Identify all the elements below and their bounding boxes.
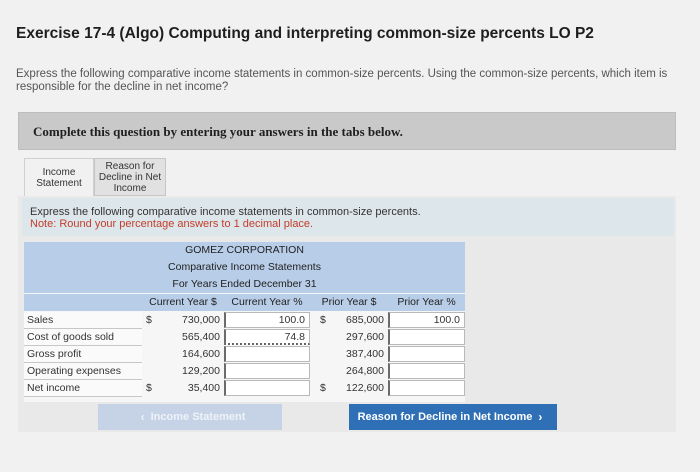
column-current-percent: Current Year %: [224, 294, 310, 311]
tab-reason-label: Reason for Decline in Net Income: [98, 160, 162, 194]
current-percent-gross-profit-input[interactable]: [224, 346, 310, 362]
complete-question-banner: [18, 112, 676, 150]
next-tab-button[interactable]: [349, 404, 557, 430]
prior-dollar-cogs: 297,600: [346, 331, 384, 343]
prior-dollar-net-income: 122,600: [346, 382, 384, 394]
current-dollar-gross-profit: 164,600: [182, 348, 220, 360]
dollar-sign: $: [320, 382, 326, 394]
previous-tab-label: Income Statement: [150, 411, 246, 423]
instructions-text: Express the following comparative income statements in common-size percents. Using the common-size percents, which item is responsible for the decline in net income?: [16, 68, 668, 93]
tab-income-statement-label: Income Statement: [36, 166, 82, 189]
chevron-left-icon: ‹: [140, 410, 145, 424]
prior-dollar-gross-profit: 387,400: [346, 348, 384, 360]
complete-question-label: Complete this question by entering your answers in the tabs below.: [33, 124, 403, 139]
current-dollar-sales: 730,000: [182, 314, 220, 326]
next-tab-label: Reason for Decline in Net Income: [357, 411, 533, 423]
current-dollar-net-income: 35,400: [187, 382, 220, 394]
prior-percent-operating-expenses-input[interactable]: [388, 363, 465, 379]
current-dollar-operating-expenses: 129,200: [182, 365, 220, 377]
header-blank: [24, 294, 142, 311]
previous-tab-button[interactable]: [98, 404, 282, 430]
row-label-operating-expenses: Operating expenses: [24, 363, 142, 380]
column-current-dollar: Current Year $: [142, 294, 224, 311]
current-percent-cogs-input[interactable]: 74.8: [224, 329, 310, 345]
row-label-gross-profit: Gross profit: [24, 346, 142, 363]
current-percent-sales-input[interactable]: 100.0: [224, 312, 310, 328]
tab-income-statement[interactable]: [24, 158, 94, 196]
current-percent-operating-expenses-input[interactable]: [224, 363, 310, 379]
row-label-sales: Sales: [24, 312, 142, 329]
row-label-cogs: Cost of goods sold: [24, 329, 142, 346]
current-dollar-cogs: 565,400: [182, 331, 220, 343]
page-title: Exercise 17-4 (Algo) Computing and interpreting common-size percents LO P2: [16, 25, 594, 42]
prior-dollar-operating-expenses: 264,800: [346, 365, 384, 377]
dollar-sign: $: [146, 382, 152, 394]
note-instruction: Express the following comparative income statements in common-size percents.: [30, 206, 421, 218]
tab-reason-for-decline[interactable]: [94, 158, 166, 196]
prior-dollar-sales: 685,000: [346, 314, 384, 326]
dollar-sign: $: [146, 314, 152, 326]
current-percent-net-income-input[interactable]: [224, 380, 310, 396]
statement-period: For Years Ended December 31: [24, 276, 465, 293]
company-name: GOMEZ CORPORATION: [24, 242, 465, 259]
prior-percent-cogs-input[interactable]: [388, 329, 465, 345]
row-label-net-income: Net income: [24, 380, 142, 397]
note-rounding: Note: Round your percentage answers to 1 decimal place.: [30, 218, 314, 230]
dollar-sign: $: [320, 314, 326, 326]
prior-percent-gross-profit-input[interactable]: [388, 346, 465, 362]
prior-percent-sales-input[interactable]: 100.0: [388, 312, 465, 328]
prior-percent-net-income-input[interactable]: [388, 380, 465, 396]
statement-title: Comparative Income Statements: [24, 259, 465, 276]
column-prior-percent: Prior Year %: [388, 294, 465, 311]
chevron-right-icon: ›: [538, 410, 543, 424]
column-prior-dollar: Prior Year $: [310, 294, 388, 311]
